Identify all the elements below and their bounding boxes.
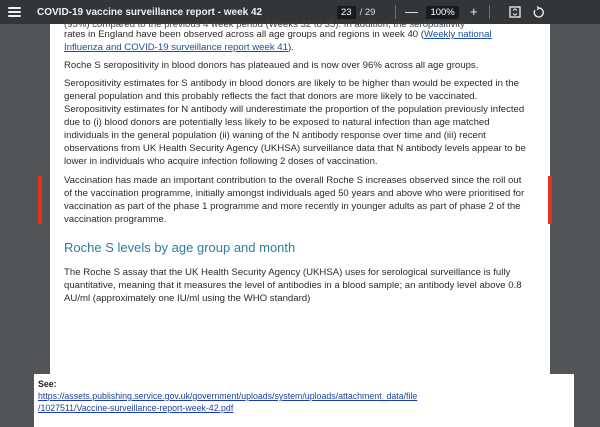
zoom-in-button[interactable]: + xyxy=(469,4,478,19)
highlighted-text: antibody response over time and (iii) recent observations from UK Health Security Agency (UKHSA) surveillance data that N antibody levels appear to be lower in individuals who acquire infection following 2 doses of vaccination. xyxy=(64,130,526,167)
paragraph-seropositivity-rates xyxy=(64,28,532,54)
toolbar-divider xyxy=(489,5,490,19)
fit-page-icon[interactable] xyxy=(508,5,522,19)
zoom-out-button[interactable]: — xyxy=(404,4,418,19)
highlight-bar-left xyxy=(38,176,42,224)
rotate-icon[interactable] xyxy=(532,5,546,19)
source-link-box xyxy=(34,374,574,427)
see-label: See: xyxy=(38,379,57,389)
paragraph-estimates xyxy=(64,77,532,168)
document-title: COVID-19 vaccine surveillance report - week 42 xyxy=(37,6,263,18)
paragraph-text-end: ). xyxy=(287,42,294,53)
menu-icon[interactable] xyxy=(8,7,21,17)
paragraph-text: rates in England have been observed across all age groups and regions in week 40 ( xyxy=(64,29,424,40)
toolbar-divider xyxy=(395,5,396,19)
paragraph-roche-assay: The Roche S assay that the UK Health Security Agency (UKHSA) uses for serological surveillance is fully quantitative, meaning that it measures the level of antibodies in a blood sample; an antibody level above 0.8 AU/ml (approximately one IU/ml using the WHO standard) xyxy=(64,267,522,304)
surveillance-report-link[interactable]: Weekly national Influenza and COVID-19 surveillance report week 41 xyxy=(64,29,492,53)
source-url-line-2[interactable]: /1027511/Vaccine-surveillance-report-week-42.pdf xyxy=(38,403,234,413)
highlight-bar-right xyxy=(548,176,552,224)
page-number-input[interactable]: 23 xyxy=(337,6,356,19)
paragraph-blood-donors: Roche S seropositivity in blood donors has plateaued and is now over 96% across all age groups. xyxy=(64,60,479,71)
source-url-line-1[interactable]: https://assets.publishing.service.gov.uk/government/uploads/system/uploads/attachment_data/file xyxy=(38,391,418,401)
paragraph-vaccination: Vaccination has made an important contribution to the overall Roche S increases observed since the roll out of the vaccination programme, initially amongst individuals aged 50 years and above who were prioritised for vaccination as part of the phase 1 programme and more recently in younger adults as part of phase 2 of the vaccination programme. xyxy=(64,175,525,225)
pdf-page xyxy=(50,19,550,427)
section-heading: Roche S levels by age group and month xyxy=(64,240,296,255)
total-pages: / 29 xyxy=(359,6,376,18)
cut-off-text-line: (95%) compared to the previous 4 week period (Weeks 32 to 35). In addition, the seropositivity xyxy=(64,19,465,30)
zoom-level-input[interactable]: 100% xyxy=(426,6,458,19)
paragraph-estimates-text: Seropositivity estimates for S antibody in blood donors are likely to be higher than would be expected in the general population and this probably reflects the fact that donors are more likely to be vaccinated. Seropositivity estimates for N antibody will underestimate the proportion of the population previously infected due to (i) blood donors are potentially less likely to be exposed to natural infection than age matched individuals in the general population (ii) waning of the N xyxy=(64,78,525,141)
